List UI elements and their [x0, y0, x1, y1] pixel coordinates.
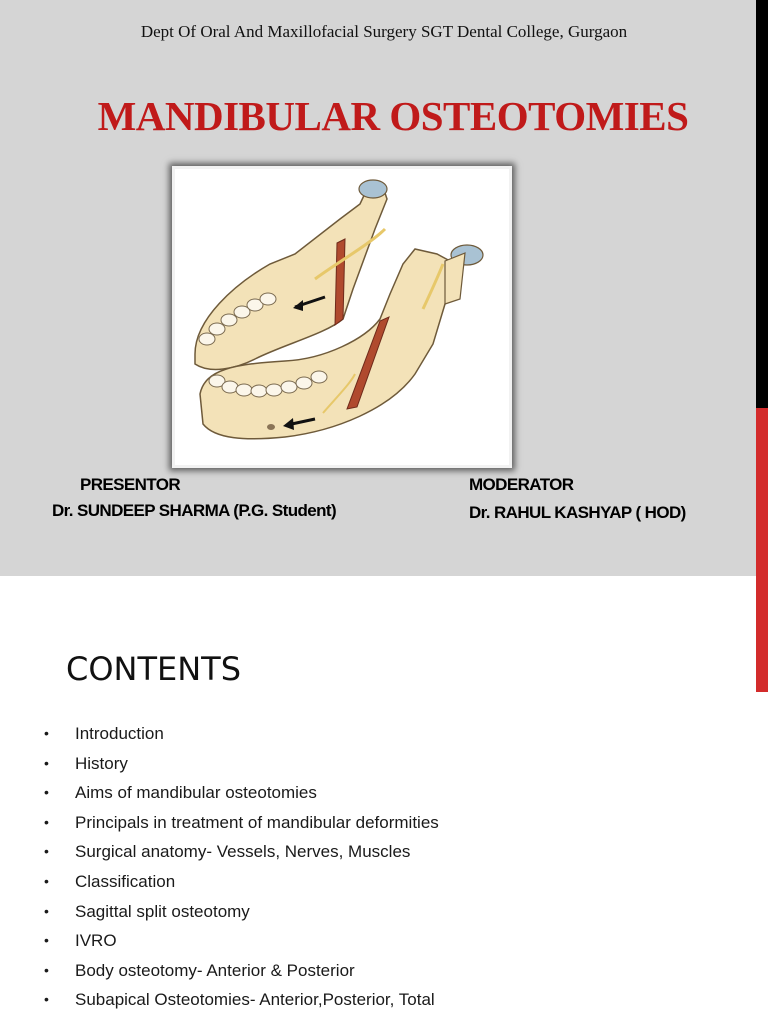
bullet-icon: • [44, 784, 49, 801]
contents-item-label: Classification [75, 871, 176, 891]
bullet-icon: • [44, 932, 49, 949]
mandible-osteotomy-illustration [175, 169, 509, 465]
contents-heading: CONTENTS [66, 650, 242, 688]
contents-item [44, 956, 439, 986]
contents-item [44, 867, 439, 897]
contents-item [44, 808, 439, 838]
slide-title: MANDIBULAR OSTEOTOMIES [97, 93, 689, 139]
contents-item-label: Aims of mandibular osteotomies [75, 783, 317, 803]
moderator-label: MODERATOR [469, 475, 574, 494]
department-header: Dept Of Oral And Maxillofacial Surgery SGT Dental College, Gurgaon [140, 22, 628, 41]
contents-item-label: Body osteotomy- Anterior & Posterior [75, 960, 355, 980]
bullet-icon: • [44, 813, 49, 830]
contents-item [44, 749, 439, 779]
bullet-icon: • [44, 843, 49, 860]
contents-item-label: IVRO [75, 931, 117, 951]
contents-item-label: Surgical anatomy- Vessels, Nerves, Muscles [75, 842, 411, 862]
accent-bar-red [756, 408, 768, 692]
accent-bar-white [756, 692, 768, 1024]
contents-item [44, 778, 439, 808]
bullet-icon: • [44, 754, 49, 771]
bullet-icon: • [44, 902, 49, 919]
bullet-icon: • [44, 872, 49, 889]
bullet-icon: • [44, 961, 49, 978]
contents-item [44, 926, 439, 956]
presentor-label: PRESENTOR [80, 475, 181, 494]
contents-item-label: Subapical Osteotomies- Anterior,Posterior, Total [75, 990, 435, 1010]
contents-item [44, 719, 439, 749]
contents-item-label: History [75, 753, 128, 773]
contents-item-label: Principals in treatment of mandibular deformities [75, 812, 439, 832]
bullet-icon: • [44, 725, 49, 741]
contents-item-label: Sagittal split osteotomy [75, 901, 250, 921]
presentor-name: Dr. SUNDEEP SHARMA (P.G. Student) [52, 501, 337, 520]
mandible-illustration [172, 166, 512, 468]
contents-list [44, 719, 439, 1015]
bullet-icon: • [44, 991, 49, 1008]
accent-bar-black [756, 0, 768, 408]
contents-item [44, 837, 439, 867]
contents-item-label: Introduction [75, 724, 164, 743]
contents-item [44, 897, 439, 927]
moderator-name: Dr. RAHUL KASHYAP ( HOD) [469, 503, 686, 522]
contents-item [44, 985, 439, 1015]
